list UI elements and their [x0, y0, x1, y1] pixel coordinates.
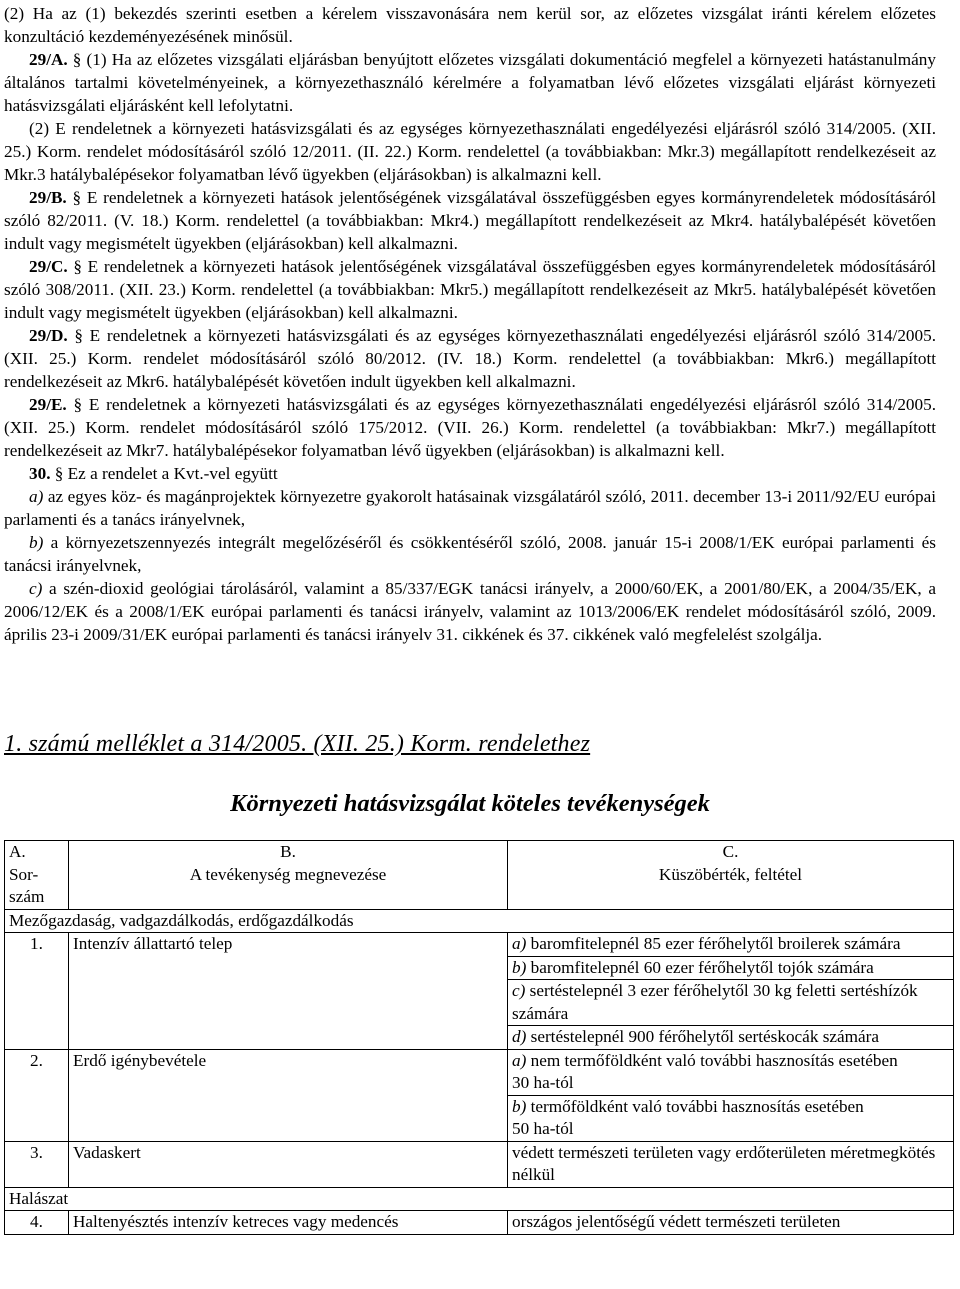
- table-header-row: [5, 841, 954, 910]
- threshold-cell: [508, 980, 954, 1026]
- paragraph-text: § E rendeletnek a környezeti hatásvizsgálati és az egységes környezethasználati engedélyezési eljárásról szóló 314/2005. (XII. 25.) Korm. rendelet módosításáról szóló 175/2012. (VII. 26.) Korm. rendelettel (a továbbiakban: Mkr7.) megállapított rendelkezéseit az Mkr7. hatálybalépésekor folyamatban lévő ügyekben (eljárásokban) is alkalmazni kell.: [4, 395, 936, 460]
- paragraph: (2) Ha az (1) bekezdés szerinti esetben a kérelem visszavonására nem kerül sor, az előzetes vizsgálat iránti kérelem előzetes konzultáció kezdeményezésének minősül.: [4, 4, 936, 46]
- paragraph: [4, 324, 936, 393]
- threshold-text: baromfitelepnél 60 ezer férőhelytől tojók számára: [526, 957, 874, 977]
- activity-name: Vadaskert: [69, 1141, 508, 1187]
- section-number: 29/B.: [29, 188, 67, 207]
- threshold-value: 30 ha-tól: [512, 1073, 574, 1092]
- threshold-cell: [508, 1095, 954, 1141]
- threshold-label: d): [512, 1027, 527, 1046]
- section-number: 29/E.: [29, 395, 67, 414]
- threshold-text: sertéstelepnél 900 férőhelytől sertéskocák számára: [526, 1027, 879, 1046]
- table-category-row: [5, 1187, 954, 1211]
- row-number: 3.: [5, 1141, 69, 1187]
- header-col-a: A. Sor- szám: [5, 841, 69, 910]
- section-number: 29/A.: [29, 50, 68, 69]
- threshold-label: b): [512, 957, 527, 977]
- table-title: Környezeti hatásvizsgálat köteles tevékenységek: [230, 790, 710, 817]
- table-row: [5, 933, 954, 957]
- table-row: [5, 1049, 954, 1095]
- threshold-label: a): [512, 1050, 527, 1070]
- threshold-text: nem termőföldként való további hasznosítás esetében: [526, 1050, 898, 1070]
- threshold-value: 50 ha-tól: [512, 1119, 574, 1138]
- header-col-b-label: A tevékenység megnevezése: [189, 864, 387, 884]
- list-label: c): [29, 579, 43, 598]
- threshold-label: a): [512, 934, 527, 953]
- activities-table: [4, 840, 954, 1235]
- paragraph: [4, 393, 936, 462]
- header-col-b: [69, 841, 508, 910]
- paragraph: [4, 186, 936, 255]
- list-text: a szén-dioxid geológiai tárolásáról, valamint a 85/337/EGK tanácsi irányelv, a 2000/60/EK, a 2001/80/EK, a 2004/35/EK, a 2006/12/EK és a 2008/1/EK európai parlamenti és tanácsi irányelv, valamint az 1013/2006/EK rendelet módosításáról szóló, 2009. április 23-i 2009/31/EK európai parlamenti és tanácsi irányelv 31. cikkének és 37. cikkének való megfelelést szolgálja.: [4, 579, 936, 644]
- header-col-c: [508, 841, 954, 910]
- list-text: az egyes köz- és magánprojektek környezetre gyakorolt hatásainak vizsgálatáról szóló, 2011. december 13-i 2011/92/EU európai parlamenti és a tanács irányelvnek,: [4, 487, 936, 529]
- paragraph-text: § E rendeletnek a környezeti hatások jelentőségének vizsgálatával összefüggésben egyes kormányrendeletek módosításáról szóló 308/2011. (XII. 23.) Korm. rendelettel (a továbbiakban: Mkr5.) megállapított rendelkezéseit az Mkr5. hatálybalépését követően indult vagy megismételt ügyekben (eljárásokban) kell alkalmazni.: [4, 257, 936, 322]
- annex-title: 1. számú melléklet a 314/2005. (XII. 25.) Korm. rendelethez: [4, 731, 591, 757]
- activity-name: Erdő igénybevétele: [69, 1049, 508, 1141]
- category-label: Mezőgazdaság, vadgazdálkodás, erdőgazdálkodás: [5, 909, 954, 933]
- activity-name: Intenzív állattartó telep: [69, 933, 508, 1050]
- section-number: 30.: [29, 464, 51, 483]
- threshold-cell: [508, 933, 954, 957]
- paragraph-text: § E rendeletnek a környezeti hatások jelentőségének vizsgálatával összefüggésben egyes kormányrendeletek módosításáról szóló 82/2011. (V. 18.) Korm. rendelettel (a továbbiakban: Mkr4.) megállapított rendelkezéseit az Mkr4. hatálybalépését követően indult vagy megismételt ügyekben (eljárásokban) kell alkalmazni.: [4, 188, 936, 253]
- row-number: 1.: [5, 933, 69, 1050]
- table-row: [5, 1211, 954, 1235]
- paragraph: (2) E rendeletnek a környezeti hatásvizsgálati és az egységes környezethasználati engedélyezési eljárásról szóló 314/2005. (XII. 25.) Korm. rendelet módosításáról szóló 12/2011. (II. 22.) Korm. rendelettel (a továbbiakban: Mkr.3) megállapított rendelkezéseit az Mkr.3 hatálybalépésekor folyamatban lévő ügyekben (eljárásokban) is alkalmazni kell.: [4, 119, 936, 184]
- threshold-label: b): [512, 1096, 527, 1116]
- threshold-cell: [508, 1026, 954, 1050]
- list-label: a): [29, 487, 44, 506]
- threshold-cell: országos jelentőségű védett természeti területen: [508, 1211, 954, 1235]
- paragraph-text: § Ez a rendelet a Kvt.-vel együtt: [50, 464, 278, 483]
- activity-name: Haltenyésztés intenzív ketreces vagy medencés: [69, 1211, 508, 1235]
- threshold-cell: védett természeti területen vagy erdőterületen méretmegkötés nélkül: [508, 1141, 954, 1187]
- paragraph: [4, 255, 936, 324]
- threshold-cell: [508, 956, 954, 980]
- list-item: [4, 485, 936, 531]
- threshold-text: baromfitelepnél 85 ezer férőhelytől broilerek számára: [526, 934, 901, 953]
- category-label: Halászat: [5, 1187, 954, 1211]
- table-row: [5, 1141, 954, 1187]
- header-col-c-letter: C.: [722, 842, 739, 861]
- paragraph-text: § E rendeletnek a környezeti hatásvizsgálati és az egységes környezethasználati engedélyezési eljárásról szóló 314/2005. (XII. 25.) Korm. rendelet módosításáról szóló 80/2012. (IV. 18.) Korm. rendelettel (a továbbiakban: Mkr6.) megállapított rendelkezéseit az Mkr6. hatálybalépését követően indult ügyekben kell alkalmazni.: [4, 326, 936, 391]
- threshold-cell: [508, 1049, 954, 1095]
- header-col-c-label: Küszöbérték, feltétel: [658, 864, 803, 884]
- section-number: 29/D.: [29, 326, 68, 345]
- document-body: [4, 2, 936, 646]
- table-category-row: [5, 909, 954, 933]
- list-text: a környezetszennyezés integrált megelőzéséről és csökkentéséről szóló, 2008. január 15-i 2008/1/EK európai parlamenti és tanácsi irányelvnek,: [4, 533, 936, 575]
- threshold-label: c): [512, 981, 526, 1000]
- paragraph: [4, 462, 936, 485]
- list-item: [4, 577, 936, 646]
- paragraph-text: § (1) Ha az előzetes vizsgálati eljárásban benyújtott előzetes vizsgálati dokumentáció megfelel a környezeti hatástanulmány általános tartalmi követelményeinek, a környezethasználó kérelmére a folyamatban lévő előzetes vizsgálati eljárást környezeti hatásvizsgálati eljárásként kell lefolytatni.: [4, 50, 936, 115]
- row-number: 2.: [5, 1049, 69, 1141]
- paragraph: [4, 48, 936, 117]
- row-number: 4.: [5, 1211, 69, 1235]
- list-item: [4, 531, 936, 577]
- threshold-text: sertéstelepnél 3 ezer férőhelytől 30 kg feletti sertéshízók számára: [512, 981, 918, 1023]
- threshold-text: termőföldként való további hasznosítás esetében: [526, 1096, 864, 1116]
- header-col-b-letter: B.: [280, 842, 296, 861]
- list-label: b): [29, 533, 44, 552]
- section-number: 29/C.: [29, 257, 68, 276]
